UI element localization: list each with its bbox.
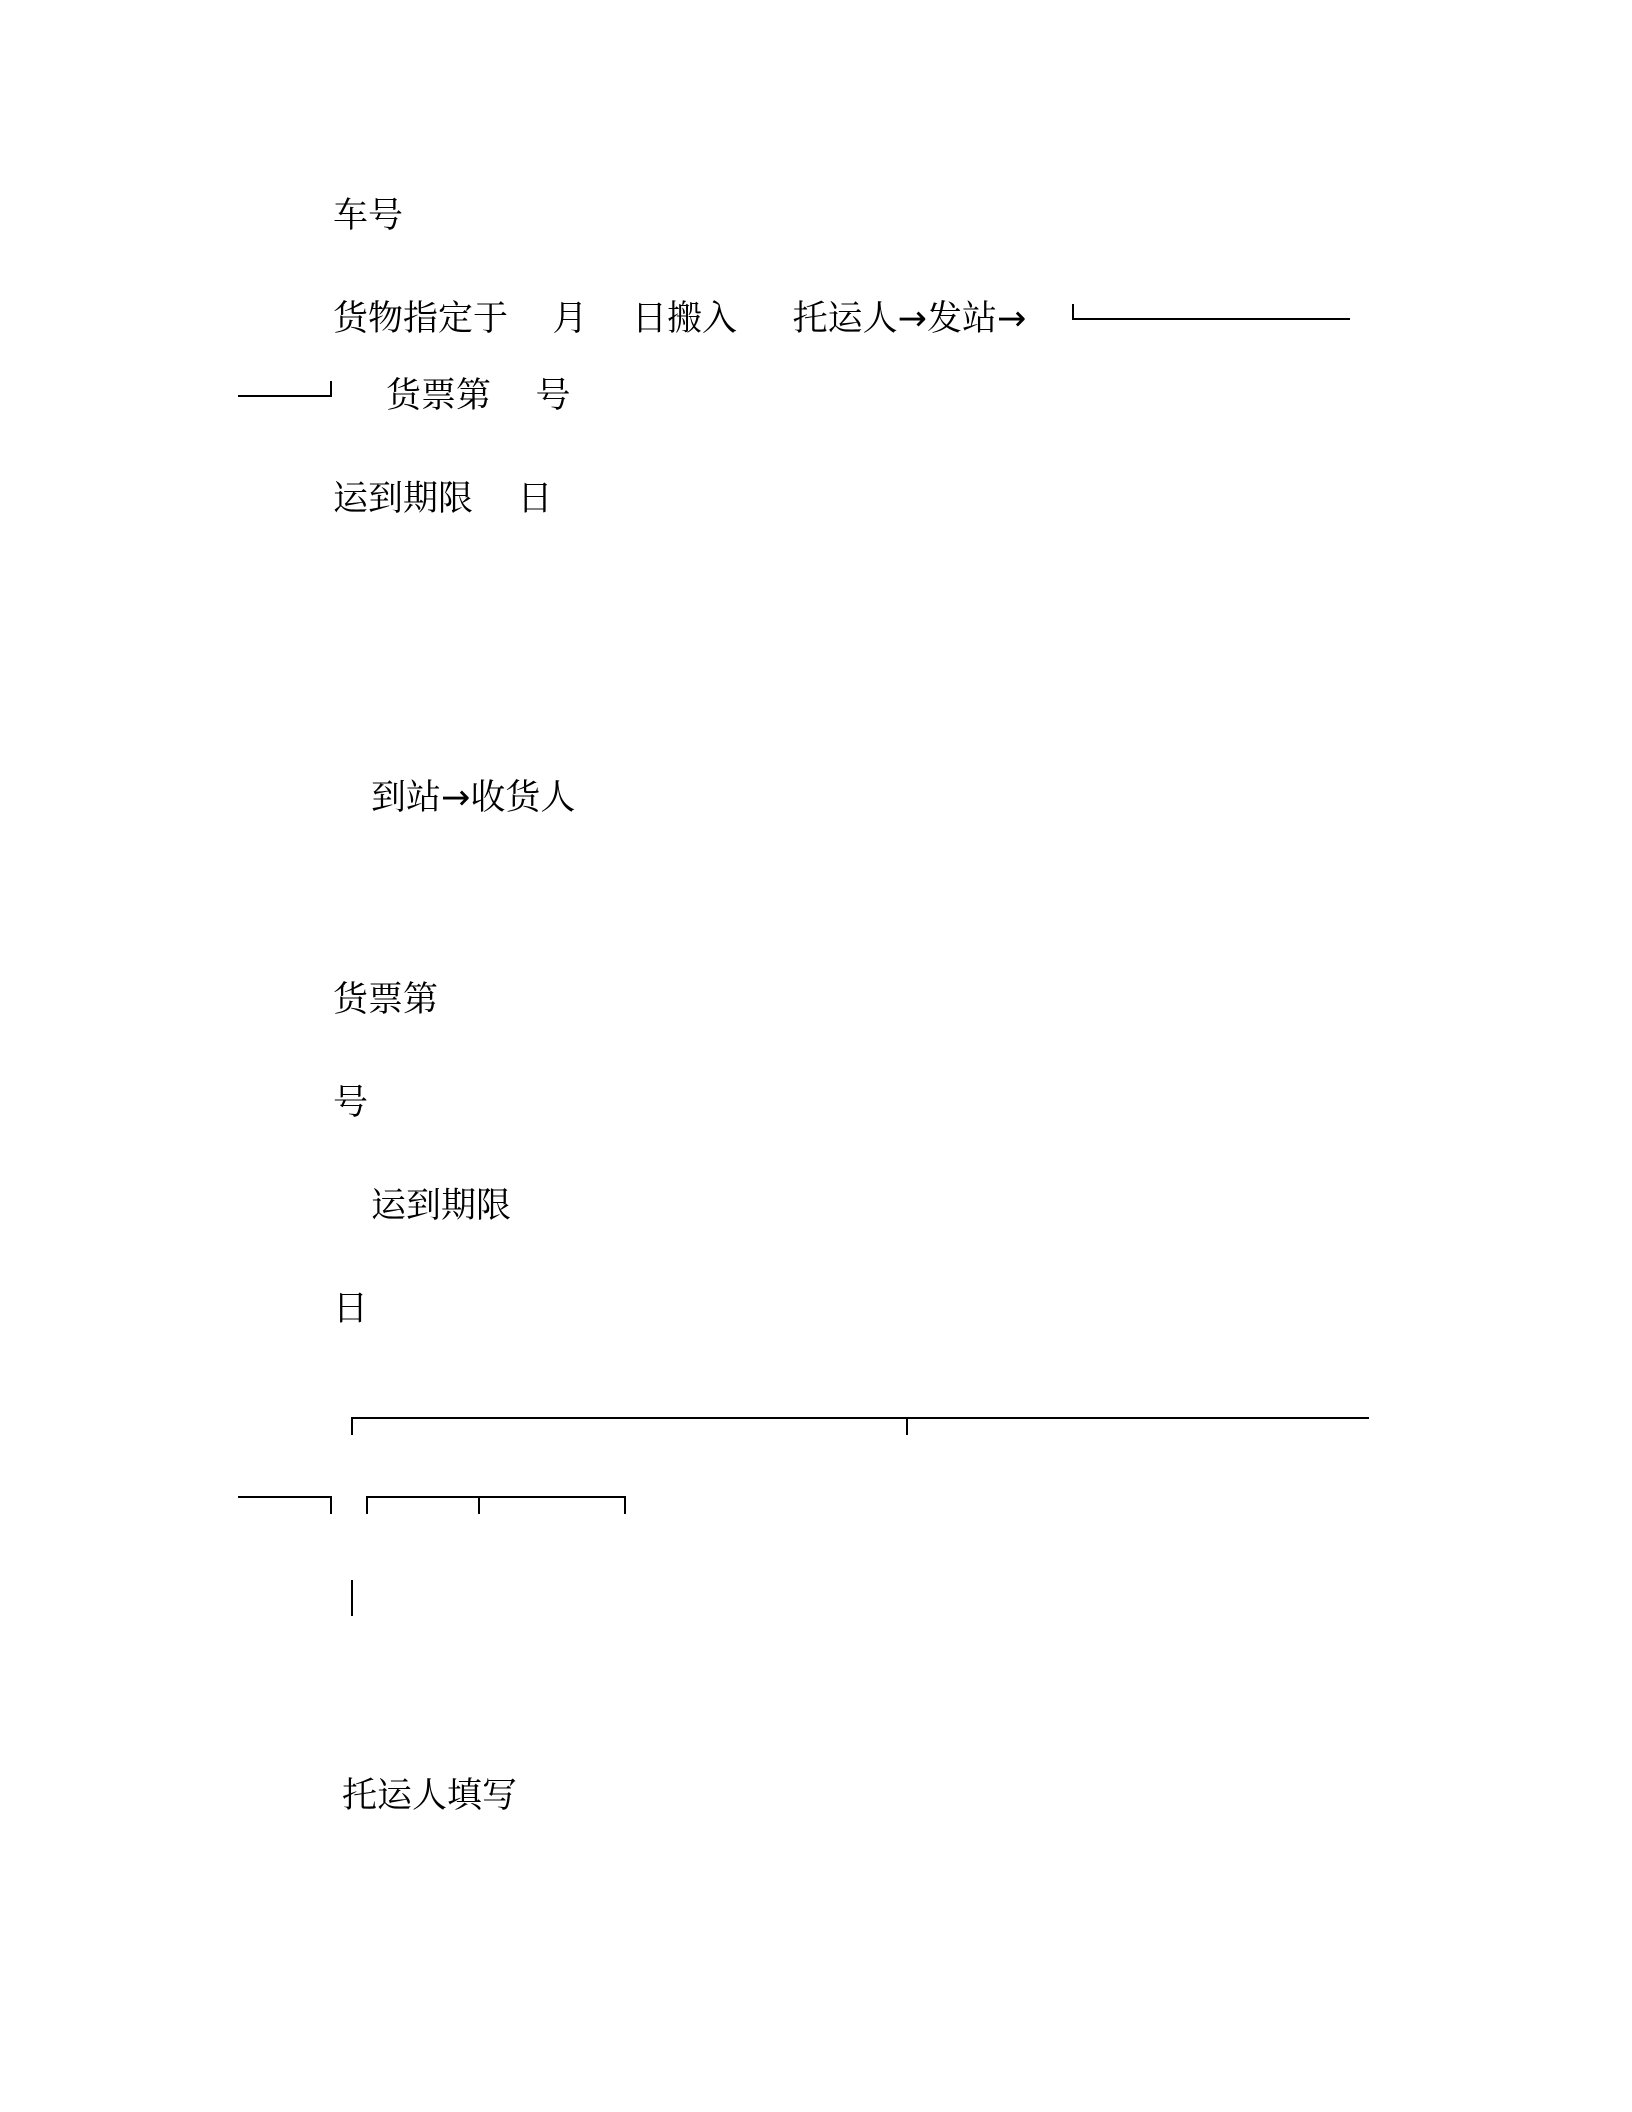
loading-date-line: 货物指定于 月 日搬入 托运人→发站→ — [333, 299, 1027, 339]
waybill-label: 货票第 — [333, 980, 439, 1020]
number-label: 号 — [333, 1083, 369, 1123]
shipper-fill-label: 托运人填写 — [342, 1776, 518, 1816]
to-station-label: 到站→收货人 — [371, 778, 576, 818]
car-number-label: 车号 — [333, 196, 404, 236]
table-vertical-divider — [351, 1580, 353, 1616]
transit-limit-line: 运到期限 日 — [333, 479, 553, 519]
waybill-number-line: 货票第 号 — [386, 376, 571, 416]
transit-limit-label: 运到期限 — [371, 1186, 512, 1226]
day-label: 日 — [333, 1289, 369, 1329]
